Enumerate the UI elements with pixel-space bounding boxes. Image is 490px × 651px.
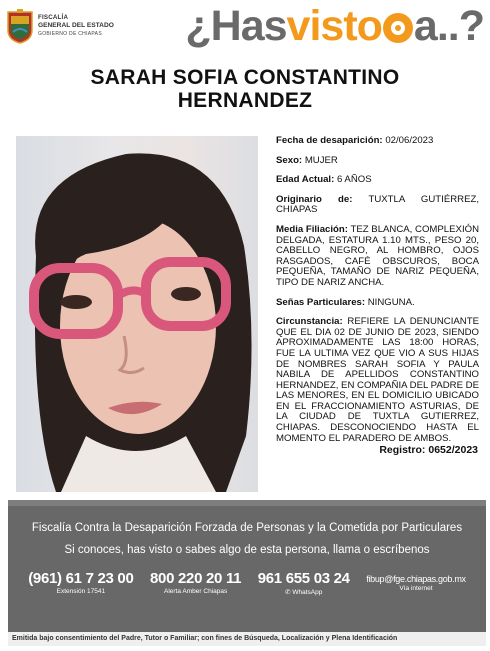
field-circunstancia bbox=[276, 317, 479, 444]
field-media-filiacion bbox=[276, 225, 479, 289]
field-senas bbox=[276, 298, 479, 309]
contact-caption bbox=[258, 588, 350, 596]
brand-prefix: ¿Has bbox=[185, 2, 287, 50]
footer-subtitle: Si conoces, has visto o sabes algo de esta persona, llama o escríbenos bbox=[64, 544, 430, 556]
field-fecha bbox=[276, 136, 479, 147]
person-name-line-2: HERNANDEZ bbox=[177, 89, 313, 112]
senas-value: NINGUNA. bbox=[367, 296, 415, 308]
whatsapp-caption: WhatsApp bbox=[292, 589, 323, 596]
contact-whatsapp[interactable] bbox=[258, 570, 350, 596]
circ-value: REFIERE LA DENUNCIANTE QUE EL DIA 02 DE JUNIO DE 2023, SIENDO APROXIMADAMENTE LAS 18:00 HORAS, FUE LA ULTIMA VEZ QUE VIO A SUS HIJAS DE NOMBRES SARAH SOFIA Y PAULA NABILA DE APELLIDOS CONSTANTINO HERNANDEZ, EN COMPAÑIA DEL PADRE DE LAS MENORES, EN EL DOMICILIO UBICADO EN EL FRACCIONAMIENTO ASTURIAS, DE LA CIUDAD DE TUXTLA GUTIERREZ, CHIAPAS. DESCONOCIENDO HASTA EL MOMENTO EL PARADERO DE AMBOS. bbox=[276, 316, 479, 444]
eye-icon bbox=[383, 13, 413, 43]
media-label: Media Filiación: bbox=[276, 223, 348, 235]
details-panel bbox=[276, 136, 479, 453]
field-edad bbox=[276, 175, 479, 186]
origen-value: TUXTLA GUTIÉRREZ, CHIAPAS bbox=[276, 193, 480, 216]
registro-label: Registro: bbox=[379, 444, 426, 456]
brand-suffix: a..? bbox=[413, 2, 484, 50]
registro bbox=[379, 444, 478, 456]
contact-phone-fiscalia[interactable] bbox=[28, 570, 133, 596]
agency-line-3: GOBIERNO DE CHIAPAS bbox=[38, 31, 102, 37]
sexo-label: Sexo: bbox=[276, 154, 303, 166]
agency-logo-text bbox=[38, 14, 114, 38]
consent-note: Emitida bajo consentimiento del Padre, Tutor o Familiar; con fines de Búsqueda, Localización y Plena Identificación bbox=[8, 632, 486, 646]
registro-value: 0652/2023 bbox=[428, 444, 478, 456]
contact-caption: Alerta Amber Chiapas bbox=[164, 588, 228, 595]
agency-line-1: FISCALÍA bbox=[38, 14, 69, 21]
field-origen bbox=[276, 195, 479, 216]
senas-label: Señas Particulares: bbox=[276, 296, 366, 308]
contact-phone-amber[interactable] bbox=[150, 570, 241, 596]
contact-number: 961 655 03 24 bbox=[257, 570, 350, 587]
brand-accent: visto bbox=[286, 2, 382, 50]
contact-number: fibup@fge.chiapas.gob.mx bbox=[366, 574, 466, 584]
contact-caption: Vía internet bbox=[399, 585, 433, 592]
edad-value: 6 AÑOS bbox=[336, 174, 372, 186]
brand-logo bbox=[185, 2, 484, 51]
person-name-line-1: SARAH SOFIA CONSTANTINO bbox=[90, 66, 400, 89]
contact-number: 800 220 20 11 bbox=[150, 570, 242, 587]
edad-label: Edad Actual: bbox=[276, 174, 335, 186]
header bbox=[0, 0, 490, 62]
field-sexo bbox=[276, 156, 479, 167]
circ-label: Circunstancia: bbox=[276, 316, 343, 328]
whatsapp-icon: ✆ bbox=[285, 589, 291, 596]
state-seal-icon bbox=[6, 8, 34, 44]
portrait-illustration bbox=[16, 136, 258, 492]
fecha-value: 02/06/2023 bbox=[385, 135, 434, 146]
footer-title: Fiscalía Contra la Desaparición Forzada de Personas y la Cometida por Particulares bbox=[31, 522, 463, 534]
footer-top-bar bbox=[8, 500, 486, 506]
person-name bbox=[0, 66, 490, 112]
contact-list bbox=[8, 570, 486, 596]
person-photo bbox=[16, 136, 258, 492]
fecha-label: Fecha de desaparición: bbox=[276, 135, 383, 146]
origen-label: Originario de: bbox=[276, 193, 353, 205]
sexo-value: MUJER bbox=[304, 154, 338, 166]
contact-email[interactable] bbox=[366, 570, 466, 596]
footer bbox=[8, 500, 486, 632]
contact-number: (961) 61 7 23 00 bbox=[28, 570, 134, 587]
agency-line-2: GENERAL DEL ESTADO bbox=[38, 22, 114, 29]
media-value: TEZ BLANCA, COMPLEXIÓN DELGADA, ESTATURA 1.10 MTS., PESO 20, CABELLO NEGRO, AL HOMBRO, OJOS RASGADOS, CAFÉ OBSCUROS, BOCA PEQUEÑA, TAMAÑO DE NARIZ PEQUEÑA, TIPO DE NARIZ ANCHA. bbox=[276, 223, 479, 288]
contact-caption: Extensión 17541 bbox=[56, 588, 106, 595]
